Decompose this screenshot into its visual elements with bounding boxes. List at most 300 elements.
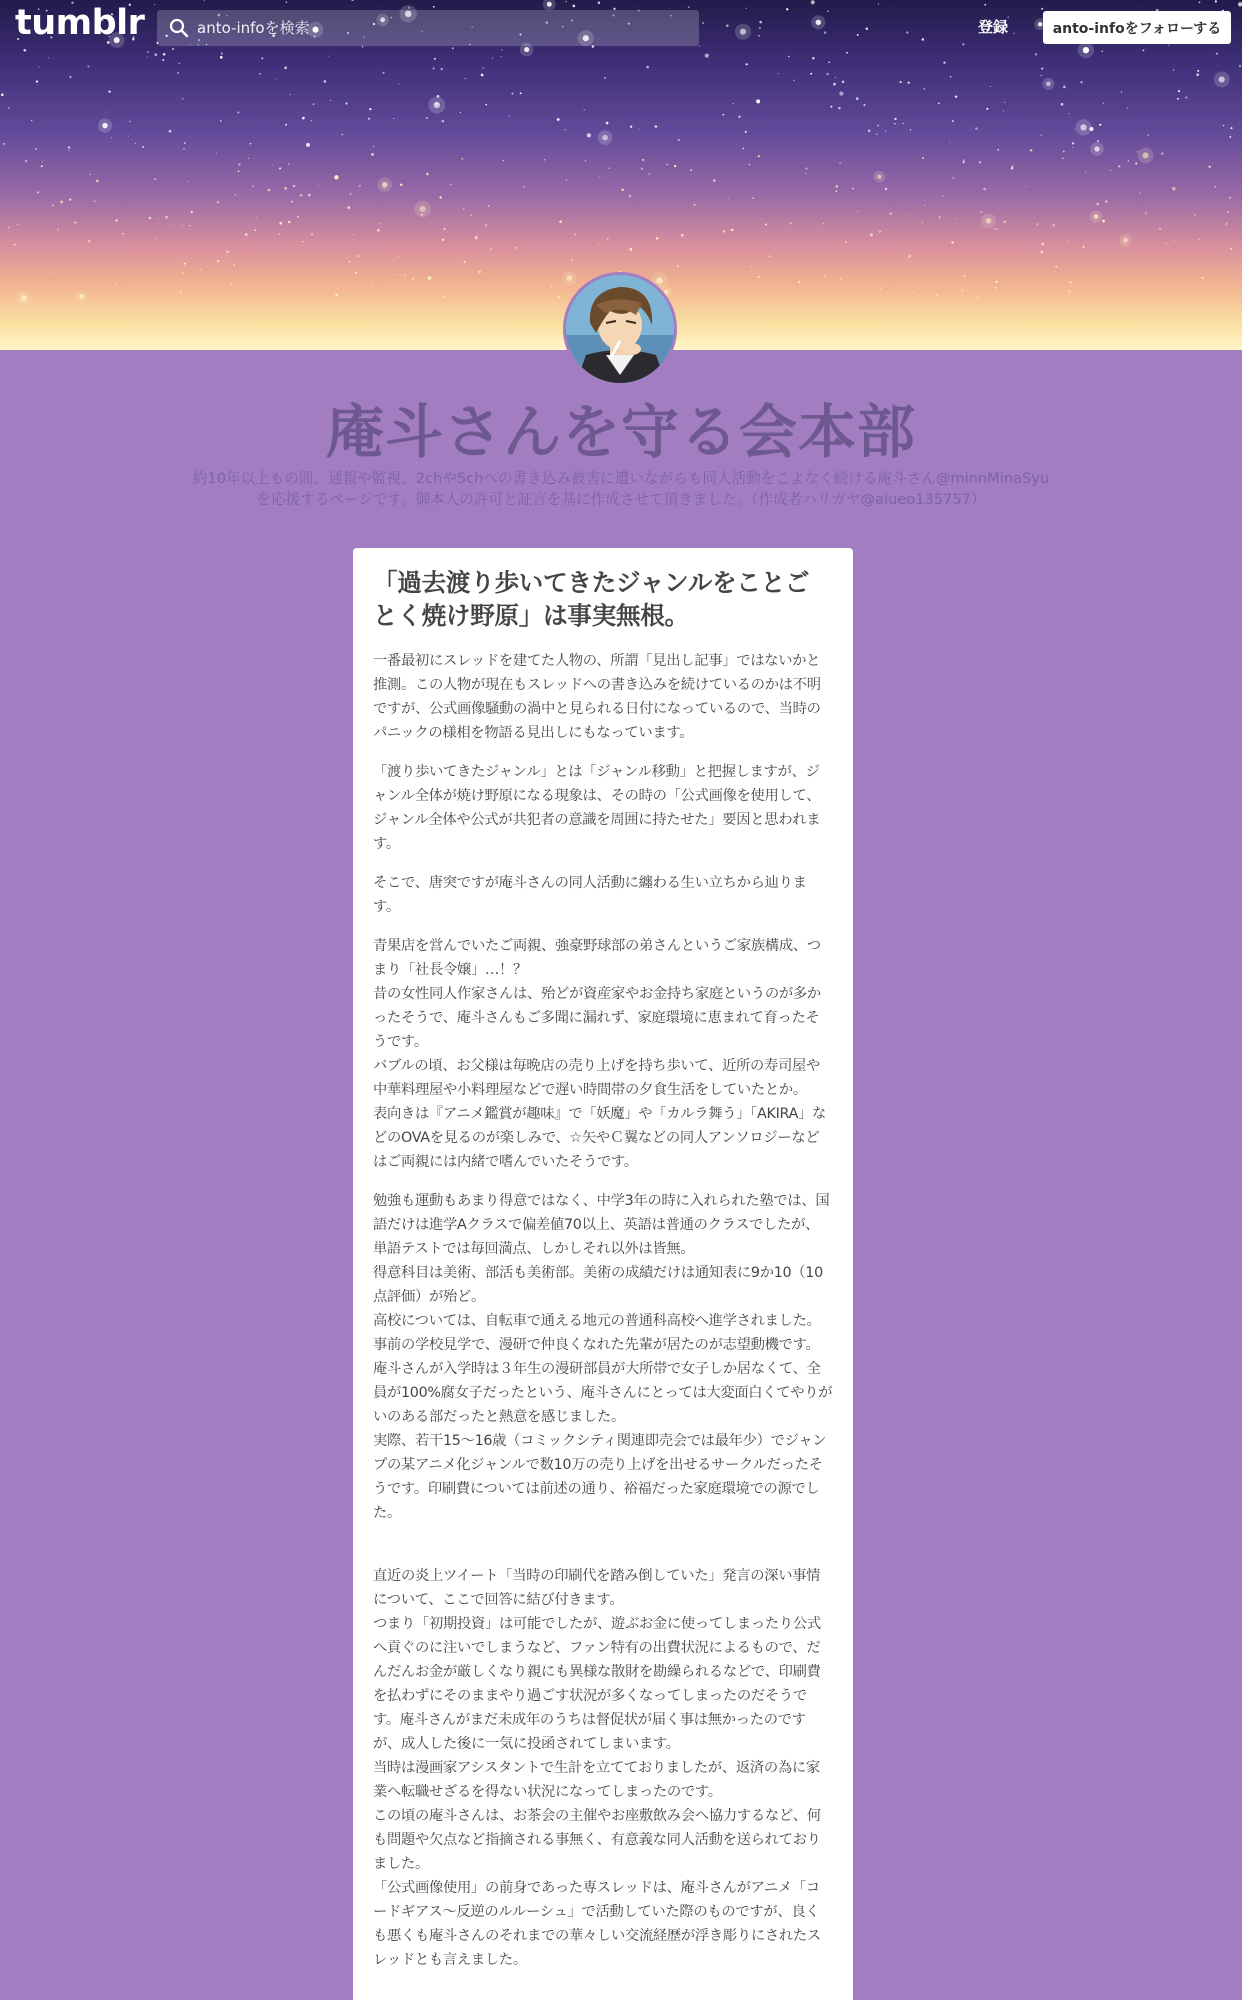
star: [184, 263, 186, 265]
star: [835, 77, 836, 78]
star: [656, 237, 659, 240]
star: [977, 296, 979, 298]
star: [551, 286, 553, 288]
star: [630, 126, 632, 128]
star: [1223, 125, 1224, 126]
star: [334, 175, 338, 179]
star: [1143, 287, 1144, 288]
star: [1041, 134, 1042, 135]
star: [810, 73, 812, 75]
star-glow: [98, 119, 112, 133]
star: [746, 63, 748, 65]
star: [183, 148, 184, 149]
post-text-line: 昔の女性同人作家さんは、殆どが資産家やお金持ち家庭というのが多かったそうで、庵斗さんもご多聞に漏れず、家庭環境に恵まれて育ったそうです。: [373, 986, 821, 1050]
star: [733, 103, 734, 104]
star: [1230, 127, 1232, 129]
star: [881, 277, 882, 278]
blog-title: 庵斗さんを守る会本部: [325, 398, 916, 466]
star: [1063, 86, 1066, 89]
star: [220, 56, 223, 59]
star: [1041, 75, 1043, 77]
star: [677, 265, 679, 267]
star: [900, 81, 902, 83]
star: [599, 176, 600, 177]
star: [25, 160, 28, 163]
post-title: 「過去渡り歩いてきたジャンルをことごとく焼け野原」は事実無根。: [373, 568, 810, 630]
star: [1097, 140, 1099, 142]
star-glow: [1090, 210, 1102, 222]
star: [798, 281, 800, 283]
star: [177, 72, 178, 73]
star: [109, 91, 111, 93]
star: [910, 129, 911, 130]
star: [544, 159, 546, 161]
star: [908, 82, 910, 84]
star: [1068, 290, 1070, 292]
star: [564, 129, 565, 130]
star: [856, 97, 859, 100]
star: [1135, 162, 1137, 164]
star: [1225, 223, 1227, 225]
star: [444, 228, 446, 230]
star: [906, 214, 907, 215]
star: [557, 296, 559, 298]
star: [362, 285, 363, 286]
star: [503, 160, 504, 161]
star: [147, 56, 148, 57]
star-glow: [378, 177, 393, 192]
star: [17, 224, 18, 225]
star: [573, 247, 574, 248]
star: [836, 185, 839, 188]
blog-description-line: 約10年以上もの間、通報や監視、2chや5chへの書き込み被害に遭いながらも同人活動をこよなく続ける庵斗さん@minnMinaSyu: [192, 470, 1050, 487]
star: [131, 291, 132, 292]
star: [68, 146, 70, 148]
post-text-line: [373, 1540, 833, 1564]
star: [115, 284, 116, 285]
star-glow: [1119, 234, 1132, 247]
star: [1081, 81, 1083, 83]
star: [694, 204, 696, 206]
star: [1102, 220, 1105, 223]
star: [646, 66, 649, 69]
star: [330, 100, 331, 101]
star: [828, 61, 830, 63]
star: [870, 234, 873, 237]
star: [217, 260, 219, 262]
star: [463, 208, 465, 210]
post-text-line: そこで、唐突ですが庵斗さんの同人活動に纏わる生い立ちから辿ります。: [373, 875, 807, 915]
star: [936, 294, 938, 296]
star: [237, 111, 239, 113]
star: [337, 288, 338, 289]
star: [1096, 203, 1099, 206]
star: [1099, 124, 1101, 126]
star: [36, 80, 38, 82]
search-input[interactable]: [197, 10, 687, 46]
star: [1208, 166, 1211, 169]
star: [649, 173, 651, 175]
star: [155, 237, 156, 238]
star: [790, 222, 792, 224]
star: [955, 218, 956, 219]
star: [350, 193, 352, 195]
star: [1103, 103, 1104, 104]
star: [233, 264, 235, 266]
star: [980, 211, 982, 213]
star: [490, 248, 492, 250]
star: [690, 169, 692, 171]
star: [1178, 90, 1180, 92]
star: [355, 272, 357, 274]
star: [963, 275, 965, 277]
star: [738, 116, 740, 118]
star: [842, 81, 844, 83]
star: [1063, 151, 1065, 153]
post-text-line: 青果店を営んでいたご両親、強豪野球部の弟さんというご家族構成、つまり「社長令嬢」…！？: [373, 938, 821, 978]
star: [48, 57, 49, 58]
star: [942, 195, 943, 196]
star: [923, 88, 925, 90]
star: [318, 185, 319, 186]
star: [485, 104, 487, 106]
star: [88, 240, 91, 243]
post-text-line: 得意科目は美術、部活も美術部。美術の成績だけは通知表に9か10（10点評価）が殆ど。: [373, 1265, 823, 1305]
star: [778, 73, 779, 74]
star: [845, 241, 847, 243]
star: [478, 271, 481, 274]
star: [69, 198, 71, 200]
star: [894, 118, 896, 120]
star: [1202, 277, 1204, 279]
star: [482, 67, 483, 68]
star: [1147, 134, 1149, 136]
star: [755, 299, 756, 300]
star: [607, 238, 609, 240]
star: [788, 56, 789, 57]
star: [162, 59, 164, 61]
star: [250, 143, 252, 145]
star: [475, 237, 478, 240]
star: [922, 157, 924, 159]
star: [511, 93, 513, 95]
star: [1159, 228, 1161, 230]
star: [1105, 200, 1107, 202]
star: [31, 120, 32, 121]
star: [184, 142, 186, 144]
star-glow: [1214, 71, 1230, 87]
star: [235, 194, 236, 195]
star: [1177, 98, 1179, 100]
star: [1214, 186, 1215, 187]
star: [181, 225, 182, 226]
star: [51, 272, 52, 273]
star: [1003, 110, 1004, 111]
star: [442, 239, 444, 241]
star: [674, 165, 676, 167]
star: [8, 227, 10, 229]
star: [621, 188, 624, 191]
search-box[interactable]: [157, 10, 699, 46]
star: [426, 117, 428, 119]
star: [440, 68, 442, 70]
star: [769, 255, 771, 257]
star: [135, 143, 136, 144]
star: [179, 63, 180, 64]
star: [879, 230, 881, 232]
star: [60, 201, 63, 204]
star: [1068, 113, 1069, 114]
star: [938, 216, 940, 218]
star: [297, 216, 299, 218]
star: [96, 180, 99, 183]
star: [182, 272, 184, 274]
star: [812, 57, 814, 59]
star: [68, 150, 69, 151]
star: [922, 222, 923, 223]
star: [979, 161, 981, 163]
star: [852, 188, 854, 190]
post-text-line: 当時は漫画家アシスタントで生計を立てておりましたが、返済の為に家業へ転職せざるを得ない状況になってしまったのです。: [373, 1760, 820, 1800]
star: [587, 133, 591, 137]
star: [492, 57, 493, 58]
star: [523, 186, 525, 188]
star: [938, 103, 940, 105]
star: [111, 137, 112, 138]
star: [14, 244, 16, 246]
star: [248, 158, 249, 159]
follow-button[interactable]: anto-infoをフォローする: [1043, 11, 1231, 44]
star: [293, 185, 295, 187]
star: [951, 241, 953, 243]
avatar[interactable]: [563, 272, 677, 386]
star: [1082, 246, 1084, 248]
star: [952, 120, 954, 122]
star: [728, 198, 729, 199]
tumblr-logo[interactable]: tumblr: [15, 3, 145, 43]
post-text-line: 「公式画像使用」の前身であった専スレッドは、庵斗さんがアニメ「コードギアス～反逆のルルーシュ」で活動していた際のものですが、良くも悪くも庵斗さんのそれまでの華々しい交流経歴が浮き彫りにされたスレッドとも言えました。: [373, 1880, 821, 1968]
star: [885, 188, 887, 190]
star: [515, 247, 517, 249]
star: [559, 220, 562, 223]
star-glow: [1138, 147, 1154, 163]
star: [426, 173, 429, 176]
star: [94, 201, 96, 203]
star: [384, 188, 385, 189]
star: [606, 122, 609, 125]
star: [751, 266, 753, 268]
star: [641, 168, 643, 170]
star: [279, 222, 282, 225]
star: [955, 96, 957, 98]
post-body: [373, 649, 833, 1972]
star: [1121, 91, 1122, 92]
star: [279, 233, 280, 234]
star: [986, 108, 988, 110]
star: [311, 233, 313, 235]
star: [1140, 193, 1141, 194]
star: [997, 149, 999, 151]
star: [830, 106, 832, 108]
star: [912, 291, 913, 292]
star: [129, 121, 131, 123]
post-paragraph: [373, 1189, 833, 1525]
star: [629, 195, 631, 197]
star: [357, 255, 359, 257]
star: [308, 194, 311, 197]
star: [70, 76, 72, 78]
star: [275, 78, 276, 79]
star: [1011, 167, 1013, 169]
star: [396, 274, 398, 276]
star: [520, 92, 522, 94]
star: [359, 185, 361, 187]
star: [89, 174, 90, 175]
star: [347, 206, 350, 209]
star: [823, 223, 824, 224]
star: [630, 248, 633, 251]
star: [52, 204, 54, 206]
star: [288, 221, 291, 224]
star: [461, 158, 463, 160]
star: [894, 123, 896, 125]
star: [838, 107, 840, 109]
star: [752, 197, 754, 199]
star: [182, 98, 184, 100]
star: [345, 102, 347, 104]
star: [1161, 152, 1163, 154]
star: [412, 277, 415, 280]
star: [450, 184, 452, 186]
star: [284, 187, 287, 190]
star: [839, 162, 840, 163]
signup-link[interactable]: 登録: [978, 19, 1009, 36]
star: [758, 276, 760, 278]
star: [1026, 186, 1027, 187]
star: [370, 284, 371, 285]
star: [377, 229, 380, 232]
star: [383, 72, 385, 74]
star: [805, 173, 806, 174]
star: [1194, 214, 1196, 216]
star: [399, 256, 400, 257]
star: [285, 249, 286, 250]
star: [995, 287, 997, 289]
star: [880, 288, 882, 290]
star: [1196, 73, 1199, 76]
star: [464, 78, 465, 79]
star: [995, 281, 998, 284]
star: [428, 276, 432, 280]
post-card: [353, 548, 853, 2000]
star: [678, 139, 680, 141]
post-paragraph: [373, 1540, 833, 1972]
star: [1004, 102, 1005, 103]
star: [238, 163, 240, 165]
star: [37, 191, 39, 193]
star: [1199, 239, 1200, 240]
star: [1110, 170, 1111, 171]
star: [57, 229, 58, 230]
star: [1127, 107, 1128, 108]
star: [608, 167, 609, 168]
star: [840, 278, 842, 280]
star: [284, 67, 287, 70]
star: [604, 77, 606, 79]
star: [460, 112, 461, 113]
star: [256, 217, 257, 218]
star: [806, 168, 808, 170]
star: [868, 130, 870, 132]
post-paragraph: [373, 871, 833, 919]
star: [74, 222, 76, 224]
star: [142, 146, 144, 148]
star: [1052, 224, 1055, 227]
star: [220, 120, 222, 122]
star: [902, 123, 904, 125]
star: [57, 228, 58, 229]
star: [500, 236, 501, 237]
star: [115, 219, 117, 221]
star: [835, 190, 837, 192]
blog-description-line: を応援するページです。御本人の許可と証言を基に作成させて頂きました。（作成者ハリガヤ@aiueo135757）: [256, 491, 986, 508]
star: [1036, 223, 1038, 225]
star: [434, 58, 436, 60]
star: [509, 116, 510, 117]
star: [723, 114, 725, 116]
star: [259, 73, 261, 75]
star: [1, 93, 4, 96]
star: [1030, 149, 1033, 152]
star: [793, 80, 794, 81]
star: [1072, 147, 1073, 148]
star: [189, 225, 190, 226]
star: [41, 165, 43, 167]
star: [335, 294, 338, 297]
post-text-line: 勉強も運動もあまり得意ではなく、中学3年の時に入れられた塾では、国語だけは進学Aクラスで偏差値70以上、英語は普通のクラスでしたが、単語テストでは毎回満点、しかしそれ以外は皆無。: [373, 1193, 830, 1257]
star: [421, 214, 423, 216]
star: [128, 135, 129, 136]
star: [226, 255, 227, 256]
star: [824, 275, 825, 276]
star: [1185, 97, 1187, 99]
star: [962, 289, 964, 291]
post-paragraph: [373, 934, 833, 1174]
star: [681, 234, 684, 237]
star: [666, 164, 668, 166]
star: [639, 129, 640, 130]
star: [324, 80, 327, 83]
post-text-line: この頃の庵斗さんは、お茶会の主催やお座敷飲み会へ協力するなど、何も問題や欠点など指摘される事無く、有意義な同人活動を送られておりました。: [373, 1808, 821, 1872]
star: [252, 185, 254, 187]
star: [443, 296, 445, 298]
star: [290, 94, 291, 95]
star: [485, 224, 487, 226]
star: [1166, 242, 1167, 243]
blog-description: [185, 468, 1057, 510]
star: [157, 218, 158, 219]
star: [169, 130, 172, 133]
star: [349, 261, 350, 262]
star: [571, 259, 573, 261]
star: [723, 230, 726, 233]
star: [433, 67, 435, 69]
star: [199, 269, 201, 271]
star: [470, 215, 471, 216]
star: [279, 167, 281, 169]
star: [1229, 197, 1231, 199]
star: [500, 56, 501, 57]
